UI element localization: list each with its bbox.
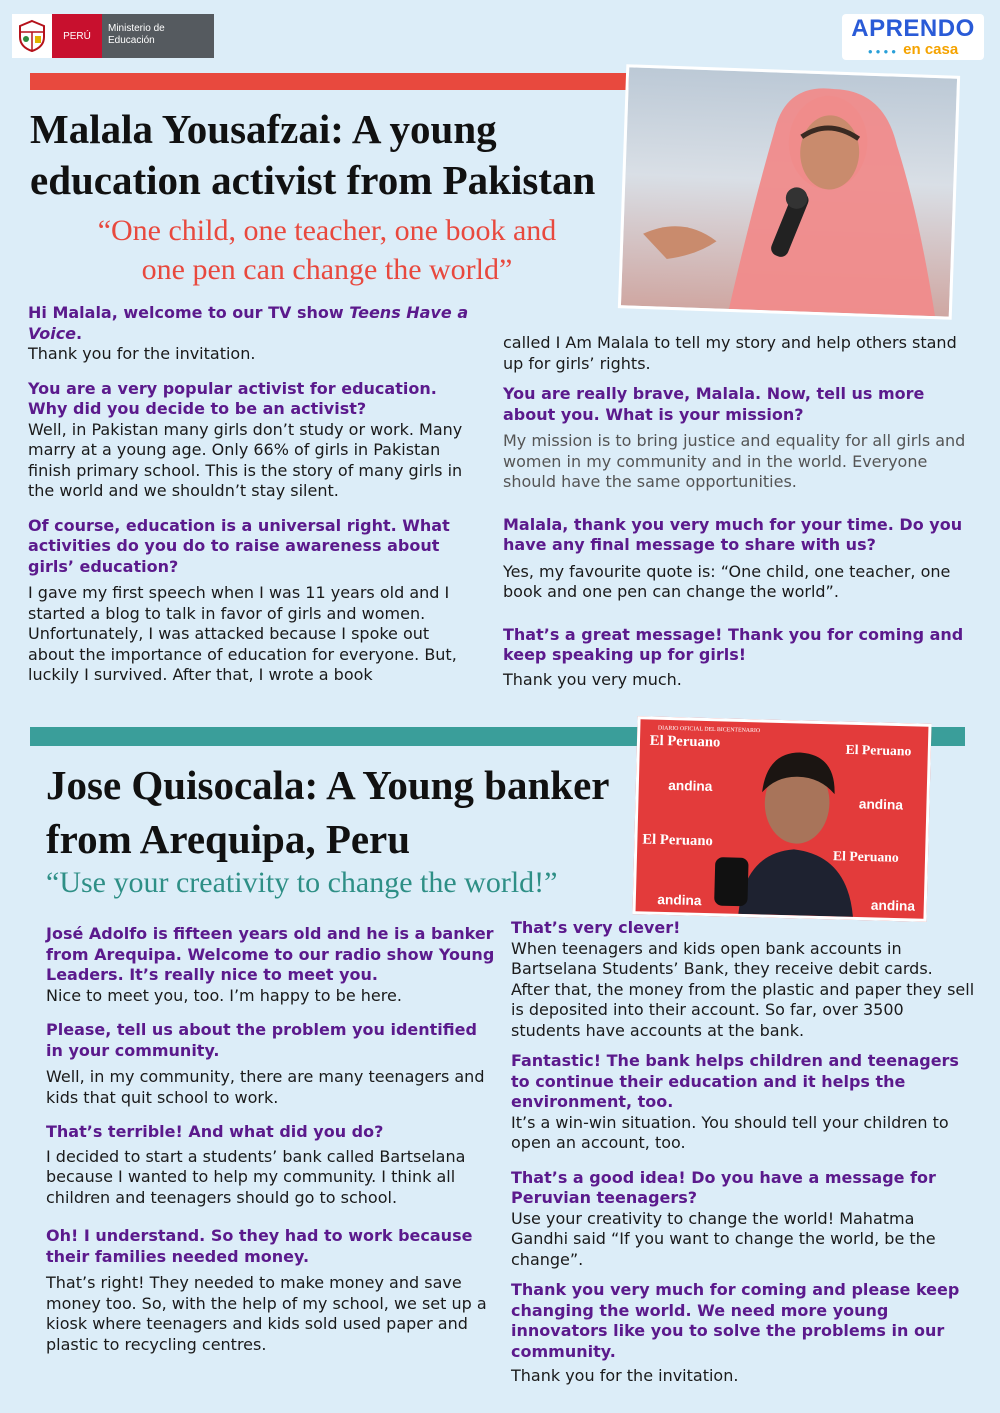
photo-text-9: andina bbox=[870, 897, 916, 914]
interview-answer: I decided to start a students’ bank called Bartselana because I wanted to help my community. I think all children and teenagers should go to school. bbox=[46, 1146, 466, 1207]
section-bar-red bbox=[30, 73, 640, 90]
logo-text-top: APRENDO bbox=[851, 15, 975, 42]
interview-question: That’s very clever! bbox=[511, 918, 681, 937]
interview-answer: That’s right! They needed to make money and save money too. So, with the help of my school, we set up a kiosk where teenagers and kids sold used paper and plastic to recycling centres. bbox=[46, 1273, 487, 1354]
article1-column-left bbox=[28, 303, 478, 686]
malala-photo bbox=[618, 64, 960, 320]
ministry-label: Ministerio de Educación bbox=[102, 14, 214, 58]
interview-answer: Yes, my favourite quote is: “One child, one teacher, one book and one pen can change the world”. bbox=[503, 561, 951, 601]
photo-text-2: El Peruano bbox=[649, 732, 721, 751]
photo-text-7: El Peruano bbox=[832, 848, 899, 865]
interview-answer: Well, in my community, there are many teenagers and kids that quit school to work. bbox=[46, 1067, 485, 1107]
logo-text-bottom: en casa bbox=[903, 41, 959, 58]
interview-question: You are really brave, Malala. Now, tell us more about you. What is your mission? bbox=[503, 384, 925, 424]
jose-photo bbox=[632, 716, 931, 922]
interview-question: Oh! I understand. So they had to work because their families needed money. bbox=[46, 1226, 473, 1266]
article2-quote: “Use your creativity to change the world!” bbox=[46, 866, 558, 899]
article1-quote: “One child, one teacher, one book and one pen can change the world” bbox=[97, 214, 557, 286]
photo-text-5: andina bbox=[657, 892, 702, 909]
logo-dots-icon: ●●●● bbox=[867, 47, 900, 56]
interview-answer: When teenagers and kids open bank accounts in Bartselana Students’ Bank, they receive debit cards. After that, the money from the plastic and paper they sell is deposited into their account. So far, over 3500 students have accounts at the bank. bbox=[511, 938, 975, 1040]
interview-question: Hi Malala, welcome to our TV show Teens Have a Voice. bbox=[28, 303, 469, 343]
photo-text-3: andina bbox=[668, 777, 713, 794]
interview-answer: It’s a win-win situation. You should tell your children to open an account, too. bbox=[511, 1112, 949, 1152]
interview-question: That’s a great message! Thank you for coming and keep speaking up for girls! bbox=[503, 624, 964, 664]
tv-show-name: Teens Have a Voice bbox=[28, 303, 469, 343]
photo-text-8: andina bbox=[858, 796, 904, 813]
article1-title: Malala Yousafzai: A young education activist from Pakistan bbox=[30, 106, 596, 203]
country-label: PERÚ bbox=[52, 14, 102, 58]
ministry-logo bbox=[12, 14, 214, 58]
interview-question: Malala, thank you very much for your time. Do you have any final message to share with us? bbox=[503, 514, 963, 554]
photo-text-6: El Peruano bbox=[642, 831, 714, 850]
interview-question: Thank you very much for coming and please keep changing the world. We need more young innovators like you to solve the problems in our community. bbox=[511, 1280, 960, 1361]
article2-column-right bbox=[511, 918, 976, 1387]
article1-column-right bbox=[503, 333, 978, 690]
interview-answer: My mission is to bring justice and equality for all girls and women in my community and in the world. Everyone should have the same opportunities. bbox=[503, 431, 966, 491]
interview-question: You are a very popular activist for education. Why did you decide to be an activist? bbox=[28, 378, 437, 418]
interview-answer: Nice to meet you, too. I’m happy to be here. bbox=[46, 985, 402, 1005]
interview-answer: called I Am Malala to tell my story and help others stand up for girls’ rights. bbox=[503, 333, 957, 373]
interview-answer: Well, in Pakistan many girls don’t study or work. Many marry at a young age. Only 66% of girls in Pakistan finish primary school. This is the story of many girls in the world and we shouldn’t stay silent. bbox=[28, 419, 463, 500]
interview-question: José Adolfo is fifteen years old and he is a banker from Arequipa. Welcome to our radio show Young Leaders. It’s really nice to meet you. bbox=[46, 924, 495, 984]
article2-title: Jose Quisocala: A Young banker from Arequipa, Peru bbox=[46, 762, 609, 862]
article2-column-left bbox=[46, 924, 496, 1355]
interview-answer: Thank you for the invitation. bbox=[511, 1366, 739, 1385]
interview-answer: Thank you for the invitation. bbox=[28, 344, 256, 363]
photo-text-4: El Peruano bbox=[845, 741, 912, 759]
coat-of-arms-icon bbox=[12, 14, 52, 58]
interview-answer: Use your creativity to change the world! Mahatma Gandhi said “If you want to change the world, be the change”. bbox=[511, 1208, 936, 1269]
interview-question: Please, tell us about the problem you identified in your community. bbox=[46, 1020, 477, 1060]
interview-question: Fantastic! The bank helps children and teenagers to continue their education and it helps the environment, too. bbox=[511, 1051, 959, 1111]
interview-question: That’s terrible! And what did you do? bbox=[46, 1122, 384, 1141]
interview-question: Of course, education is a universal right. What activities do you do to raise awareness about girls’ education? bbox=[28, 515, 450, 576]
aprendo-en-casa-logo bbox=[842, 14, 984, 60]
interview-question: That’s a good idea! Do you have a message for Peruvian teenagers? bbox=[511, 1167, 936, 1207]
photo-text-1: DIARIO OFICIAL DEL BICENTENARIO bbox=[657, 725, 761, 735]
interview-answer: Thank you very much. bbox=[503, 669, 682, 689]
interview-answer: I gave my first speech when I was 11 years old and I started a blog to talk in favor of girls and women. Unfortunately, I was attacked because I spoke out about the importance of education for everyone. But, luckily I survived. After that, I wrote a book bbox=[28, 583, 457, 684]
